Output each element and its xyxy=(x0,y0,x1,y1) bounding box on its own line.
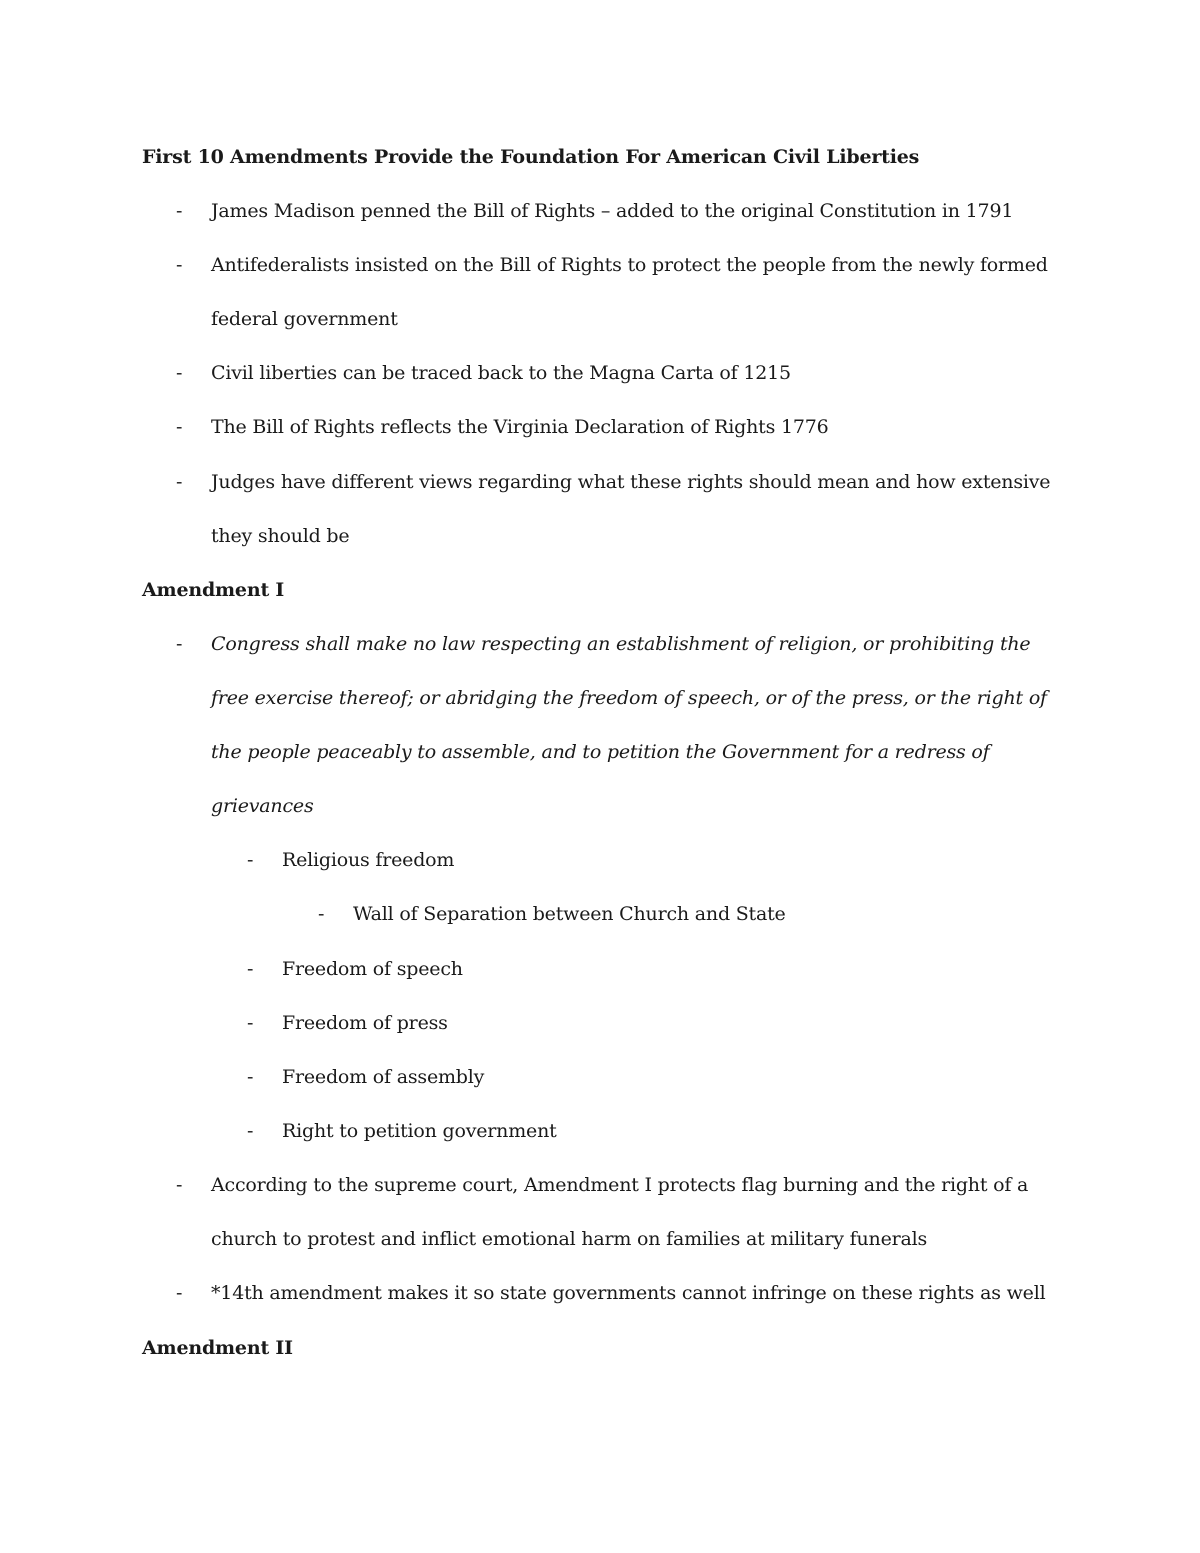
page-title: First 10 Amendments Provide the Foundation For American Civil Liberties xyxy=(142,146,920,168)
sub-bullet-dash: - xyxy=(247,849,254,871)
sub-item: Right to petition government xyxy=(282,1120,557,1142)
amendment-text-line: grievances xyxy=(211,795,314,817)
sub-item: Religious freedom xyxy=(282,849,455,871)
bullet-text-continued: federal government xyxy=(211,308,398,330)
amendment-2-heading: Amendment II xyxy=(142,1337,293,1359)
amendment-1-heading: Amendment I xyxy=(142,579,285,601)
sub-bullet-dash: - xyxy=(247,1066,254,1088)
bullet-dash: - xyxy=(176,1174,183,1196)
sub-bullet-dash: - xyxy=(247,1012,254,1034)
bullet-text-continued: they should be xyxy=(211,525,350,547)
note-text: *14th amendment makes it so state governments cannot infringe on these rights as well xyxy=(211,1282,1046,1304)
bullet-dash: - xyxy=(176,471,183,493)
bullet-dash: - xyxy=(176,254,183,276)
bullet-text: Judges have different views regarding what these rights should mean and how extensive xyxy=(211,471,1051,493)
amendment-text-line: Congress shall make no law respecting an establishment of religion, or prohibiting the xyxy=(211,633,1031,655)
bullet-text: The Bill of Rights reflects the Virginia Declaration of Rights 1776 xyxy=(211,416,829,438)
sub-item: Freedom of press xyxy=(282,1012,448,1034)
note-text: According to the supreme court, Amendment I protects flag burning and the right of a xyxy=(211,1174,1029,1196)
bullet-dash: - xyxy=(176,362,183,384)
sub-sub-bullet-dash: - xyxy=(318,903,325,925)
sub-sub-item: Wall of Separation between Church and State xyxy=(353,903,786,925)
bullet-dash: - xyxy=(176,1282,183,1304)
note-text-continued: church to protest and inflict emotional harm on families at military funerals xyxy=(211,1228,928,1250)
bullet-text: Antifederalists insisted on the Bill of Rights to protect the people from the newly formed xyxy=(211,254,1048,276)
sub-item: Freedom of assembly xyxy=(282,1066,485,1088)
bullet-text: Civil liberties can be traced back to the Magna Carta of 1215 xyxy=(211,362,791,384)
amendment-text-line: free exercise thereof; or abridging the freedom of speech, or of the press, or the right of xyxy=(211,687,1047,709)
bullet-dash: - xyxy=(176,633,183,655)
sub-item: Freedom of speech xyxy=(282,958,463,980)
bullet-dash: - xyxy=(176,416,183,438)
bullet-text: James Madison penned the Bill of Rights – added to the original Constitution in 1791 xyxy=(211,200,1014,222)
sub-bullet-dash: - xyxy=(247,958,254,980)
bullet-dash: - xyxy=(176,200,183,222)
amendment-text-line: the people peaceably to assemble, and to petition the Government for a redress of xyxy=(211,741,990,763)
sub-bullet-dash: - xyxy=(247,1120,254,1142)
